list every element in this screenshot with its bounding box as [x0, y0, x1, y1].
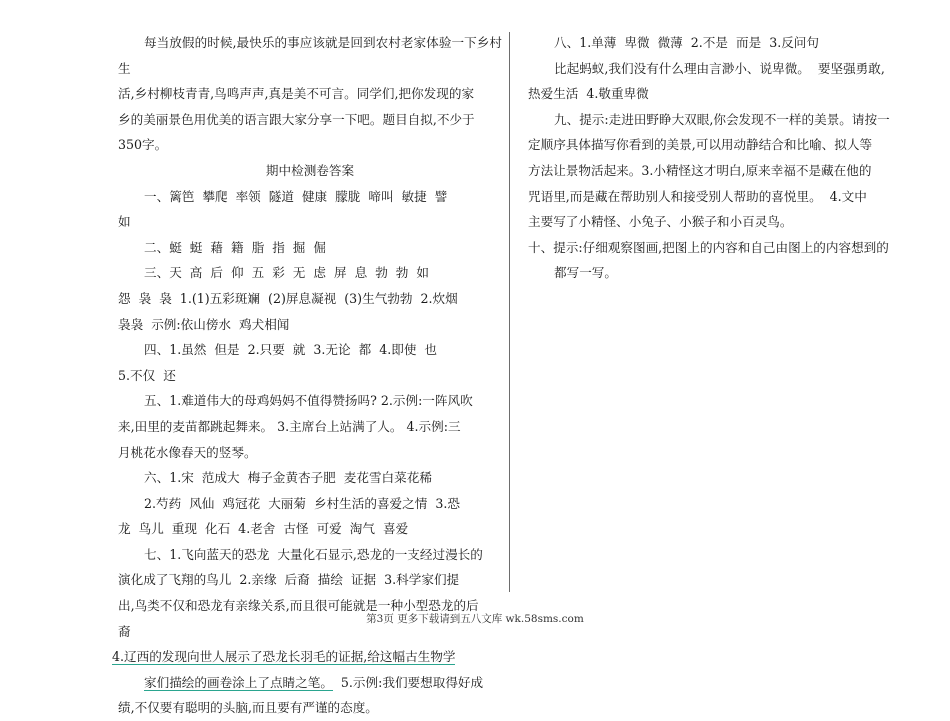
answer-line: 八、1.单薄 卑微 微薄 2.不是 而是 3.反问句 [554, 35, 819, 50]
intro-line: 每当放假的时候,最快乐的事应该就是回到农村老家体验一下乡村生 [118, 35, 502, 76]
answer-line: 定顺序具体描写你看到的美景,可以用动静结合和比喻、拟人等 [528, 137, 873, 153]
answer-line: 绩,不仅要有聪明的头脑,而且要有严谨的态度。 [118, 700, 378, 716]
intro-line: 350字。 [118, 137, 168, 153]
answer-line: 如 [118, 214, 131, 230]
answer-line: 三、天 高 后 仰 五 彩 无 虑 屏 息 勃 勃 如 [144, 265, 429, 281]
answer-line: 龙 鸟儿 重现 化石 4.老舍 古怪 可爱 淘气 喜爱 [118, 521, 409, 537]
answer-line: 都写一写。 [554, 265, 617, 281]
answer-line: 二、蜓 蜓 藉 籍 脂 指 掘 倔 [144, 239, 326, 255]
answer-line: 裔 [118, 623, 131, 639]
answer-line: 袅袅 示例:依山傍水 鸡犬相闻 [118, 316, 290, 332]
answer-line: 主要写了小精怪、小兔子、小猴子和小百灵鸟。 [528, 214, 793, 230]
answer-line [118, 670, 502, 696]
intro-line: 活,乡村柳枝青青,鸟鸣声声,真是美不可言。同学们,把你发现的家 [118, 86, 475, 102]
answer-line: 出,鸟类不仅和恐龙有亲缘关系,而且很可能就是一种小型恐龙的后 [118, 598, 479, 614]
answer-line: 2.芍药 风仙 鸡冠花 大丽菊 乡村生活的喜爱之情 3.恐 [144, 495, 460, 511]
answer-line: 九、提示:走进田野睁大双眼,你会发现不一样的美景。请按一 [554, 111, 890, 127]
answer-line: 四、1.虽然 但是 2.只要 就 3.无论 都 4.即使 也 [144, 342, 438, 358]
answer-line: 热爱生活 4.敬重卑微 [528, 86, 649, 102]
answer-line: 比起蚂蚁,我们没有什么理由言渺小、说卑微。 要坚强勇敢, [554, 60, 885, 76]
answer-line: 5.不仅 还 [118, 367, 176, 383]
answer-line: 方法让景物活起来。3.小精怪这才明白,原来幸福不是藏在他的 [528, 162, 872, 178]
answer-line: 一、篱笆 攀爬 率领 隧道 健康 朦胧 啼叫 敏捷 譬 [144, 188, 448, 204]
answer-text: 5.示例:我们要想取得好成 [332, 674, 484, 690]
intro-line: 乡的美丽景色用优美的语言跟大家分享一下吧。题目自拟,不少于 [118, 111, 475, 127]
answer-line: 咒语里,而是藏在帮助别人和接受别人帮助的喜悦里。 4.文中 [528, 188, 867, 204]
underlined-text: 4.辽西的发现向世人展示了恐龙长羽毛的证据,给这幅古生物学 [112, 649, 456, 665]
answer-line: 五、1.难道伟大的母鸡妈妈不值得赞扬吗? 2.示例:一阵风吹 [144, 393, 473, 409]
answer-line: 七、1.飞向蓝天的恐龙 大量化石显示,恐龙的一支经过漫长的 [144, 546, 483, 562]
page-footer: 第3页 更多下载请到五八文库 wk.58sms.com [366, 613, 584, 625]
answer-line-highlighted [112, 644, 502, 670]
answer-line: 来,田里的麦苗都跳起舞来。 3.主席台上站满了人。 4.示例:三 [118, 418, 461, 434]
answer-line: 怨 袅 袅 1.(1)五彩斑斓 (2)屏息凝视 (3)生气勃勃 2.炊烟 [118, 290, 458, 306]
column-divider [509, 32, 510, 592]
right-column [528, 30, 912, 286]
underlined-text: 家们描绘的画卷涂上了点睛之笔。 [144, 674, 333, 690]
answer-line: 六、1.宋 范成大 梅子金黄杏子肥 麦花雪白菜花稀 [144, 470, 432, 486]
answer-title: 期中检测卷答案 [265, 162, 355, 178]
answer-line: 月桃花水像春天的竖琴。 [118, 444, 257, 460]
answer-line: 演化成了飞翔的鸟儿 2.亲缘 后裔 描绘 证据 3.科学家们提 [118, 572, 460, 588]
answer-line: 十、提示:仔细观察图画,把图上的内容和自己由图上的内容想到的 [528, 239, 889, 255]
